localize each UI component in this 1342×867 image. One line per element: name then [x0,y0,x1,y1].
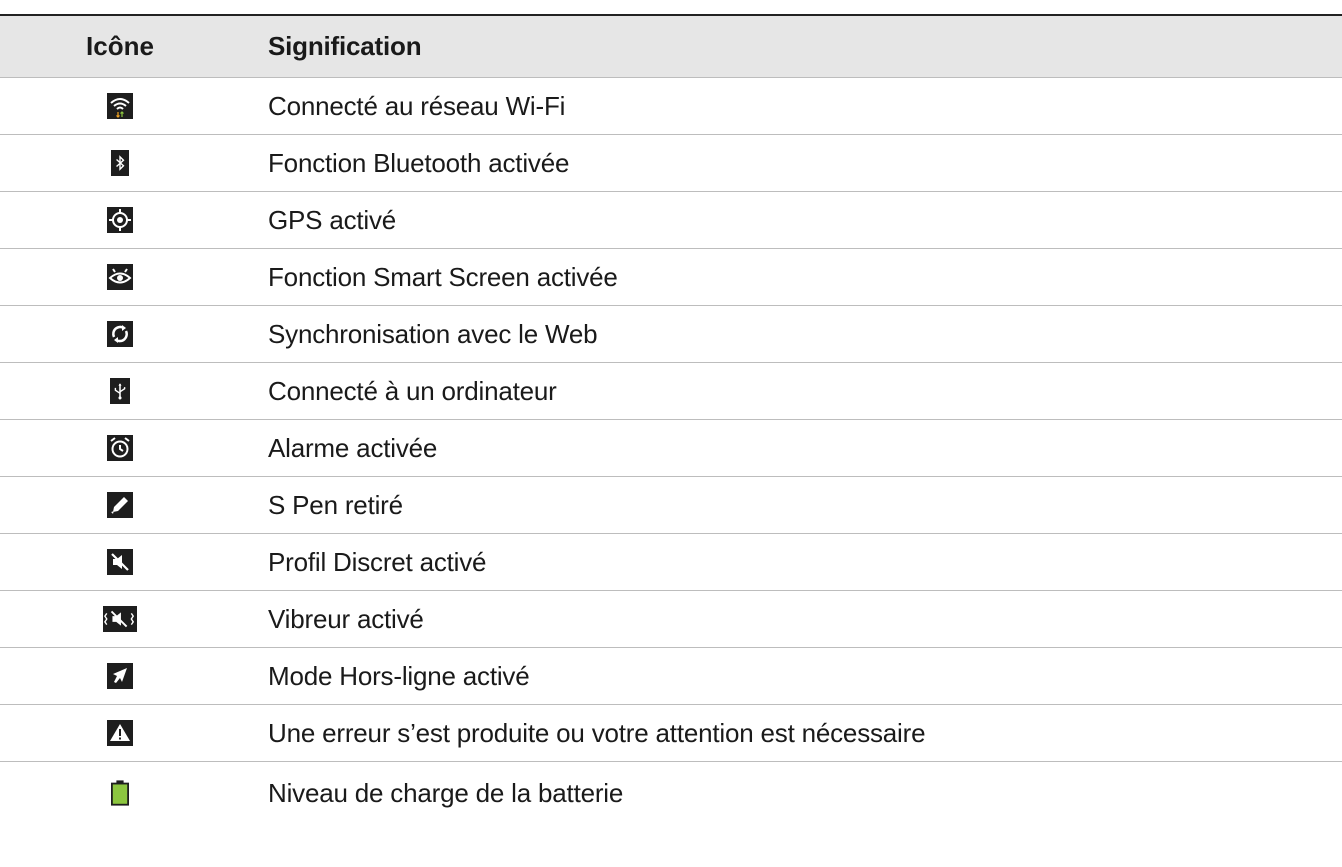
row-meaning: Fonction Smart Screen activée [268,261,618,292]
table-header-row [0,16,1342,78]
table-row [0,78,1342,135]
table-row [0,648,1342,705]
row-meaning: Niveau de charge de la batterie [268,777,624,808]
table-row [0,477,1342,534]
battery-icon [111,779,129,807]
row-meaning: Connecté au réseau Wi-Fi [268,90,566,121]
row-meaning: GPS activé [268,204,397,235]
table-row [0,192,1342,249]
row-meaning: Une erreur s’est produite ou votre attention est nécessaire [268,717,926,748]
table-row [0,534,1342,591]
table-row [0,420,1342,477]
table-row [0,249,1342,306]
table-row [0,363,1342,420]
table-row [0,705,1342,762]
table-row [0,306,1342,363]
sync-icon [107,321,133,347]
warning-icon [107,720,133,746]
header-meaning-col: Signification [268,31,422,61]
vibrate-icon [103,606,137,632]
alarm-icon [107,435,133,461]
row-meaning: S Pen retiré [268,489,403,520]
row-meaning: Connecté à un ordinateur [268,375,557,406]
status-icons-table [0,14,1342,824]
header-icon-col: Icône [86,31,154,61]
row-meaning: Fonction Bluetooth activée [268,147,570,178]
table-row [0,591,1342,648]
wifi-icon [107,93,133,119]
smart-screen-eye-icon [107,264,133,290]
row-meaning: Profil Discret activé [268,546,487,577]
row-meaning: Alarme activée [268,432,438,463]
table-row [0,135,1342,192]
airplane-icon [107,663,133,689]
bluetooth-icon [111,150,129,176]
gps-icon [107,207,133,233]
row-meaning: Synchronisation avec le Web [268,318,598,349]
row-meaning: Mode Hors-ligne activé [268,660,530,691]
row-meaning: Vibreur activé [268,603,424,634]
table-row [0,762,1342,824]
s-pen-icon [107,492,133,518]
usb-icon [110,378,130,404]
mute-icon [107,549,133,575]
